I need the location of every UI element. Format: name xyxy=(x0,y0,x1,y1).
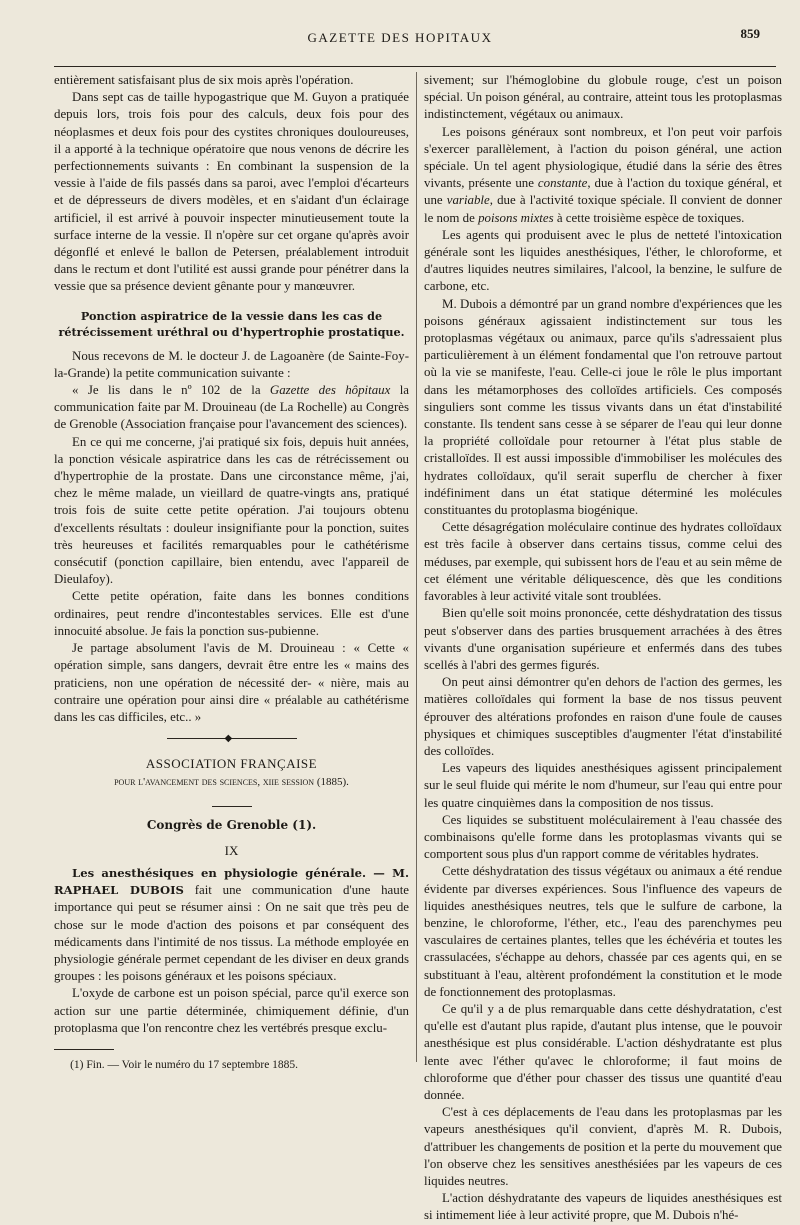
text-run: Les poisons généraux sont nombreux, et l'on peut voir parfois s'exercer parallèlement, à l'action du poison général, une action spéciale. Un tel agent physiologique, étudié dans la série des êtres vivants, présente une xyxy=(424,124,782,191)
left-column xyxy=(54,72,409,1072)
divider xyxy=(212,806,252,807)
paragraph: On peut ainsi démontrer qu'en dehors de l'action des germes, les matières colloïdales qui forment la base de nos tissus peuvent éprouver des altérations profondes en raison d'une foule de causes physiques et chimiques susceptibles d'augmenter l'état d'instabilité des colloïdes. xyxy=(424,675,782,758)
association-title: ASSOCIATION FRANÇAISE xyxy=(145,756,318,772)
paragraph: Ce qu'il y a de plus remarquable dans cette déshydratation, c'est qu'elle est d'autant plus rapide, d'autant plus intense, que le pouvoir anesthésique est plus considérable. L'action déshydratante est plus lente avec l'éther qu'avec le chloroforme; il faut moins de chloroforme que d'éther pour chasser des tissus une quantité d'eau donnée. xyxy=(424,1001,782,1102)
paragraph: Cette déshydratation des tissus végétaux ou animaux a été rendue évidente par diverses expériences. Sous l'influence des vapeurs de liquides anesthésiques neutres, tels que le sulfure de carbone, la benzine, le chloroforme, l'éther, etc., l'eau des parenchymes peu vasculaires de certaines plantes, telles que les échévéria et toutes les crassulacées, s'échappe au dehors, chassée par ces agents qui, en se substituant à l'eau, altèrent profondément la constitution et le mode de fonctionnement des protoplasmas. xyxy=(424,864,782,999)
italic-term: poisons mixtes xyxy=(478,210,554,225)
text-run: fait une communication d'une haute importance qui peut se résumer ainsi : On ne sait que très peu de chose sur le mode d'action des poisons et par conséquent des médicaments dans l'intimité de nos tissus. La méthode employée en physiologie générale permet cependant de les diviser en deux grands groupes : les poisons généraux et les poisons spéciaux. xyxy=(54,883,409,984)
paragraph: Nous recevons de M. le docteur J. de Lagoanère (de Sainte-Foy-la-Grande) la petite communication suivante : xyxy=(54,348,409,380)
column-divider xyxy=(416,72,417,1062)
paragraph: sivement; sur l'hémoglobine du globule rouge, c'est un poison spécial. Un poison général, au contraire, atteint tous les protoplasmas indistinctement, végétaux ou animaux. xyxy=(424,73,782,122)
lead-heading: Les anesthésiques en physiologie générale. — M. RAPHAEL DUBOIS xyxy=(54,865,409,898)
section-number: IX xyxy=(224,842,239,858)
paragraph: En ce qui me concerne, j'ai pratiqué six fois, depuis huit années, la ponction vésicale aspiratrice dans les cas de rétrécissement ou d'hypertrophie de la prostate. Dans une circonstance même, j'ai, chez le même malade, un vieillard de quatre-vingts ans, pratiqué trois fois de suite cette petite opération. J'ai toujours obtenu d'excellents résultats : douleur insignifiante pour la ponction, suites très heureuses et facilités remarquables pour le cathétérisme consécutif (ponction capillaire, bien entendu, avec l'appareil de Dieulafoy). xyxy=(54,434,409,587)
paragraph: Cette désagrégation moléculaire continue des hydrates colloïdaux est très facile à observer dans certains tissus, comme celui des méduses, par exemple, qui subissent hors de l'eau et au sein même de cet élément une véritable déliquescence, dès que les conditions favorables à leur activité vitale sont troublées. xyxy=(424,520,782,604)
paragraph: L'action déshydratante des vapeurs de liquides anesthésiques est si intimement liée à leur activité propre, que M. Dubois n'hé- xyxy=(424,1191,782,1223)
running-title: GAZETTE DES HOPITAUX xyxy=(307,30,493,45)
paragraph: Dans sept cas de taille hypogastrique que M. Guyon a pratiquée depuis lors, trois fois pour des calculs, deux fois pour des néoplasmes et deux fois pour des cystites chroniques douloureuses, il a apporté à la technique opératoire que nous venons de décrire les perfectionnements suivants : En combinant la suspension de la vessie à l'aide de fils passés dans sa paroi, avec l'emploi d'écarteurs et de dépresseurs de divers modèles, et en s'aidant d'un éclairage artificiel, il est arrivé à pouvoir inspecter minutieusement toute la surface interne de la vessie. Il n'opère sur cet organe qu'après avoir dégonflé et enlevé le ballon de Petersen, préalablement introduit dans le rectum et dont l'utilité est aussi grande pour pénétrer dans la vessie que sa présence devient gênante pour y manœuvrer. xyxy=(54,90,409,294)
paragraph: Je partage absolument l'avis de M. Drouineau : « Cette « opération simple, sans dangers, devrait être entre les « mains des praticiens, non une opération de nécessité der- « nière, mais au contraire une opération pour ainsi dire « préalable au cathétérisme dans les cas difficiles, etc.. » xyxy=(54,641,409,724)
page-header xyxy=(40,26,760,48)
text-run: , due à l'action du toxique général, et une xyxy=(424,176,783,208)
paragraph xyxy=(424,124,782,227)
footnote-rule xyxy=(54,1049,114,1050)
paragraph: C'est à ces déplacements de l'eau dans les protoplasmas par les vapeurs anesthésiques qu'il convient, d'après M. R. Dubois, d'attribuer les changements de position et la perte du mouvement que l'on observe chez les sensitives anesthésiées par les vapeurs de ces liquides neutres. xyxy=(424,1105,782,1188)
text-run: , due à l'activité toxique spéciale. Il convient de donner le nom de xyxy=(424,193,782,225)
congress-title: Congrès de Grenoble (1). xyxy=(146,817,317,832)
text-run: la communication faite par M. Drouineau (de La Rochelle) au Congrès de Grenoble (Association française pour l'avancement des sciences). xyxy=(54,383,409,432)
journal-title: Gazette des hôpitaux xyxy=(269,383,391,398)
right-column xyxy=(424,72,782,1225)
association-subtitle: pour l'avancement des sciences, xiie session (1885). xyxy=(114,776,349,789)
paragraph: Cette petite opération, faite dans les bonnes conditions ordinaires, peut rendre d'incontestables services. Elle est d'une innocuité absolue. Je fais la ponction sus-pubienne. xyxy=(54,589,409,638)
paragraph xyxy=(54,865,409,985)
text-run: à cette troisième espèce de toxiques. xyxy=(553,210,745,225)
ornament-icon: ◆ xyxy=(224,733,233,745)
paragraph: entièrement satisfaisant plus de six mois après l'opération. xyxy=(54,73,354,87)
paragraph: Ces liquides se substituent moléculairement à l'eau chassée des combinaisons qu'elle forme dans les protoplasmas vivants qui se comportent sous plus d'un rapport comme de véritables hydrates. xyxy=(424,812,782,862)
footnote: (1) Fin. — Voir le numéro du 17 septembre 1885. xyxy=(70,1058,299,1071)
text-run: « Je lis dans le nº 102 de la xyxy=(72,383,270,398)
paragraph: Les vapeurs des liquides anesthésiques agissent principalement sur le seul fluide qui mérite le nom d'humeur, sur l'eau qui entre pour les quatre cinquièmes dans la composition de nos tissus. xyxy=(424,761,782,810)
italic-term: variable xyxy=(446,193,490,208)
paragraph: M. Dubois a démontré par un grand nombre d'expériences que les poisons généraux agissaient indistinctement sur tous les protoplasmas végétaux ou animaux, parce qu'ils s'adressaient plus particulièrement à un élément fondamental que l'on retrouve partout où la vie se manifeste, l'eau. Celle-ci joue le rôle le plus important dans les métamorphoses des colloïdes artificiels. Ces composés singuliers sont comme les tissus vivants dans un état d'instabilité constante. Ils tendent sans cesse à se séparer de l'eau qui leur donne la propriété colloïdale pour retourner à l'état plus stable de cristalloïdes. Il est aussi impossible d'immobiliser les molécules des hydrates colloïdaux, qu'il serait superflu de chercher à fixer indéfiniment dans un état statique déterminé les molécules constituantes du protoplasma biogénique. xyxy=(424,296,782,518)
section-heading: Ponction aspiratrice de la vessie dans les cas de rétrécissement uréthral ou d'hypertrophie prostatique. xyxy=(58,308,405,339)
ornament-rule xyxy=(167,733,297,745)
italic-term: constante xyxy=(537,176,588,191)
paragraph: Bien qu'elle soit moins prononcée, cette déshydratation des tissus peut s'observer dans des parties brusquement arrachées à des êtres vivants d'une organisation supérieure et enfermés dans des tubes scellés à l'abri des germes figurés. xyxy=(424,606,782,672)
paragraph xyxy=(54,382,409,434)
page-number: 859 xyxy=(740,26,760,41)
paragraph: L'oxyde de carbone est un poison spécial, parce qu'il exerce son action sur une partie déterminée, chimiquement définie, d'un protoplasma que l'on rencontre chez les vertébrés presque exclu- xyxy=(54,986,409,1035)
paragraph: Les agents qui produisent avec le plus de netteté l'intoxication générale sont les liquides anesthésiques, l'éther, le chloroforme, et d'autres liquides neutres similaires, l'alcool, la benzine, le sulfure de carbone, etc. xyxy=(424,227,782,294)
header-rule xyxy=(54,66,776,67)
